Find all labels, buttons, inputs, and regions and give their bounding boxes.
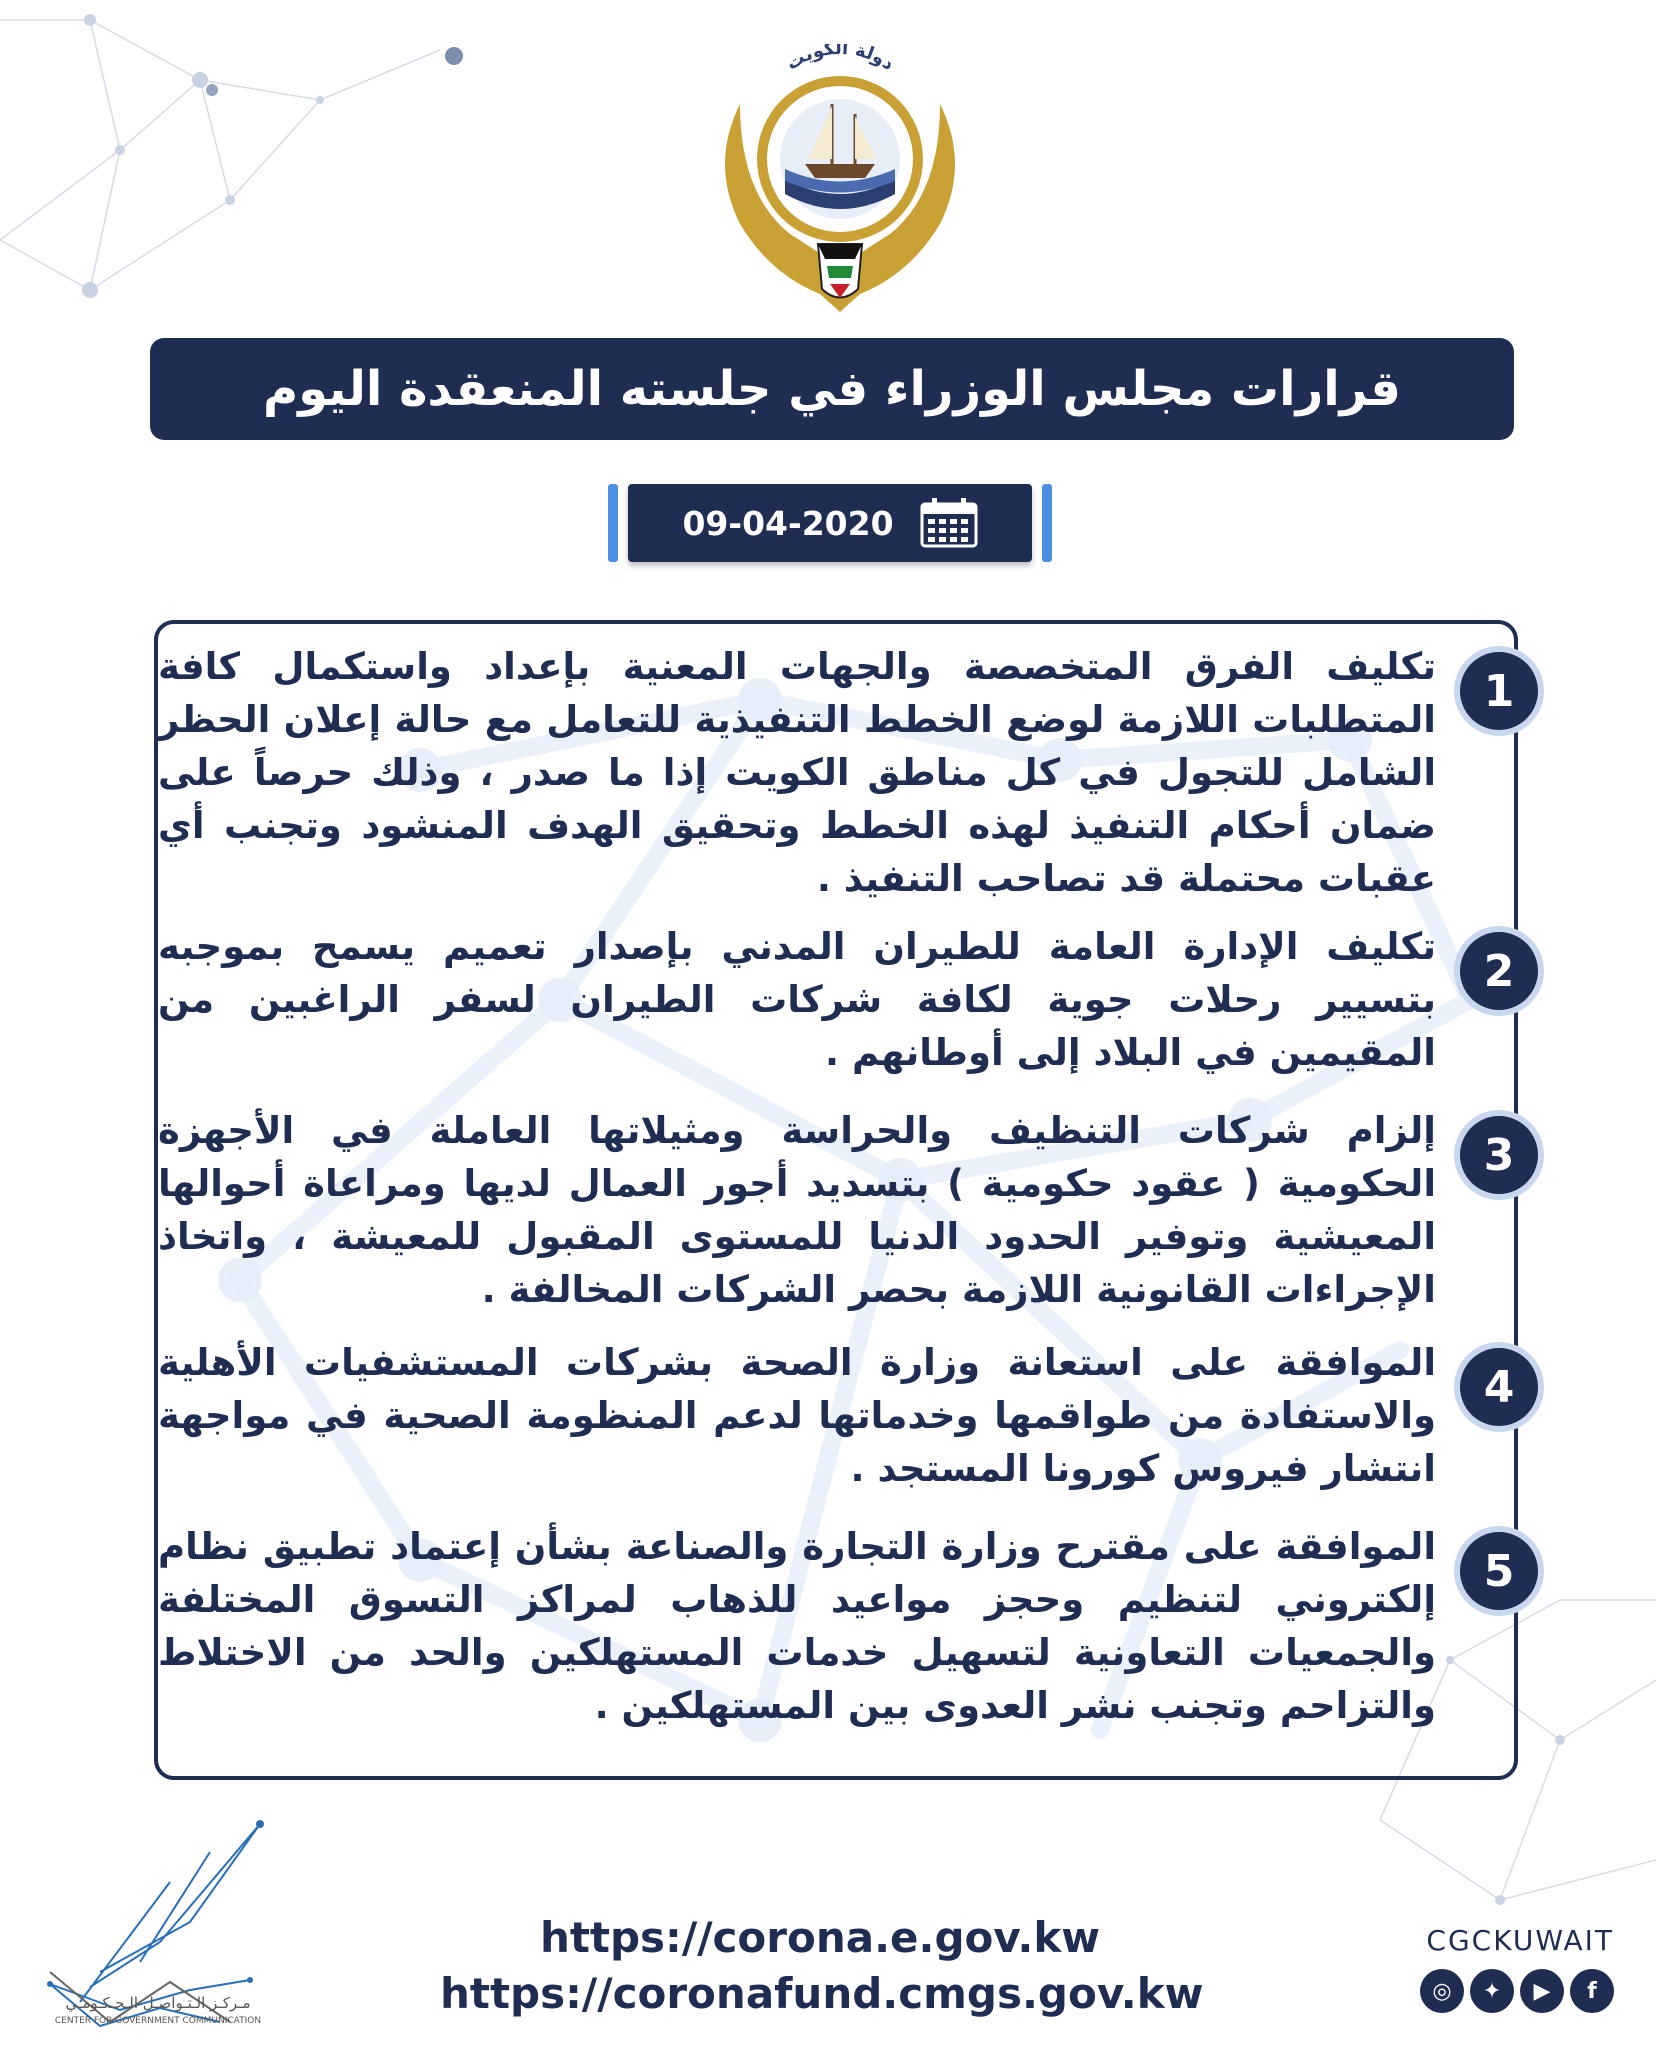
calendar-icon	[920, 498, 978, 548]
decision-number: 1	[1460, 652, 1538, 730]
page-title	[150, 338, 1514, 440]
emblem-top-text: دولة الكويت	[782, 44, 899, 75]
cgc-name-english: CENTER FOR GOVERNMENT COMMUNICATION	[54, 2016, 262, 2026]
corona-url-link[interactable]: https://corona.e.gov.kw	[539, 1913, 1101, 1962]
decision-number: 2	[1460, 932, 1538, 1010]
decision-text: إلزام شركات التنظيف والحراسة ومثيلاتها العاملة في الأجهزة الحكومية ( عقود حكومية ) بتسديد أجور العمال لديها ومراعاة أحوالها المعيشية وتوفير الحدود الدنيا للمستوى المقبول للمعيشة ، واتخاذ الإجراءات القانونية اللازمة بحصر الشركات المخالفة .	[158, 1109, 1436, 1311]
decision-text: تكليف الإدارة العامة للطيران المدني بإصدار تعميم يسمح بموجبه بتسيير رحلات جوية لكافة شركات الطيران لسفر الراغبين من المقيمين في البلاد إلى أوطانهم .	[158, 925, 1436, 1074]
cgc-name-arabic: مـركـز الـتـواصـل الـحـكـومـي	[65, 1994, 251, 2012]
date-badge	[608, 484, 1052, 562]
facebook-icon[interactable]: f	[1570, 1969, 1614, 2013]
twitter-icon[interactable]: ✦	[1470, 1969, 1514, 2013]
decision-number: 5	[1460, 1532, 1538, 1610]
decision-text: الموافقة على مقترح وزارة التجارة والصناعة بشأن إعتماد تطبيق نظام إلكتروني لتنظيم وحجز مواعيد للذهاب لمراكز التسوق المختلفة والجمعيات التعاونية لتسهيل خدمات المستهلكين والحد من الاختلاط والتزاحم وتجنب نشر العدوى بين المستهلكين .	[158, 1525, 1436, 1727]
footer-links	[440, 1910, 1204, 2022]
social-brand	[1414, 1924, 1614, 2013]
decision-text: تكليف الفرق المتخصصة والجهات المعنية بإعداد واستكمال كافة المتطلبات اللازمة لوضع الخطط التنفيذية للتعامل مع حالة إعلان الحظر الشامل للتجول في كل مناطق الكويت إذا ما صدر ، وذلك حرصاً على ضمان أحكام التنفيذ لهذه الخطط وتحقيق الهدف المنشود وتجنب أي عقبات محتملة قد تصاحب التنفيذ .	[158, 645, 1436, 900]
decision-number: 3	[1460, 1116, 1538, 1194]
brand-handle: CGCKUWAIT	[1426, 1924, 1614, 1957]
date-box	[628, 484, 1032, 562]
emblem-side-text	[804, 238, 875, 252]
date-accent-right	[1042, 484, 1052, 562]
page-title-text: قرارات مجلس الوزراء في جلسته المنعقدة اليوم	[263, 361, 1401, 417]
coronafund-url-link[interactable]: https://coronafund.cmgs.gov.kw	[440, 1969, 1204, 2018]
date-accent-left	[608, 484, 618, 562]
kuwait-cabinet-emblem	[700, 44, 980, 314]
date-text: 09-04-2020	[682, 503, 894, 543]
svg-text:دولة الكويت	[783, 44, 899, 75]
decision-text: الموافقة على استعانة وزارة الصحة بشركات المستشفيات الأهلية والاستفادة من طواقمها وخدماتها لدعم المنظومة الصحية في مواجهة انتشار فيروس كورونا المستجد .	[158, 1341, 1436, 1490]
social-icons	[1414, 1969, 1614, 2013]
youtube-icon[interactable]: ▶	[1520, 1969, 1564, 2013]
instagram-icon[interactable]: ◎	[1420, 1969, 1464, 2013]
decision-number: 4	[1460, 1348, 1538, 1426]
decisions-panel	[154, 620, 1518, 1780]
